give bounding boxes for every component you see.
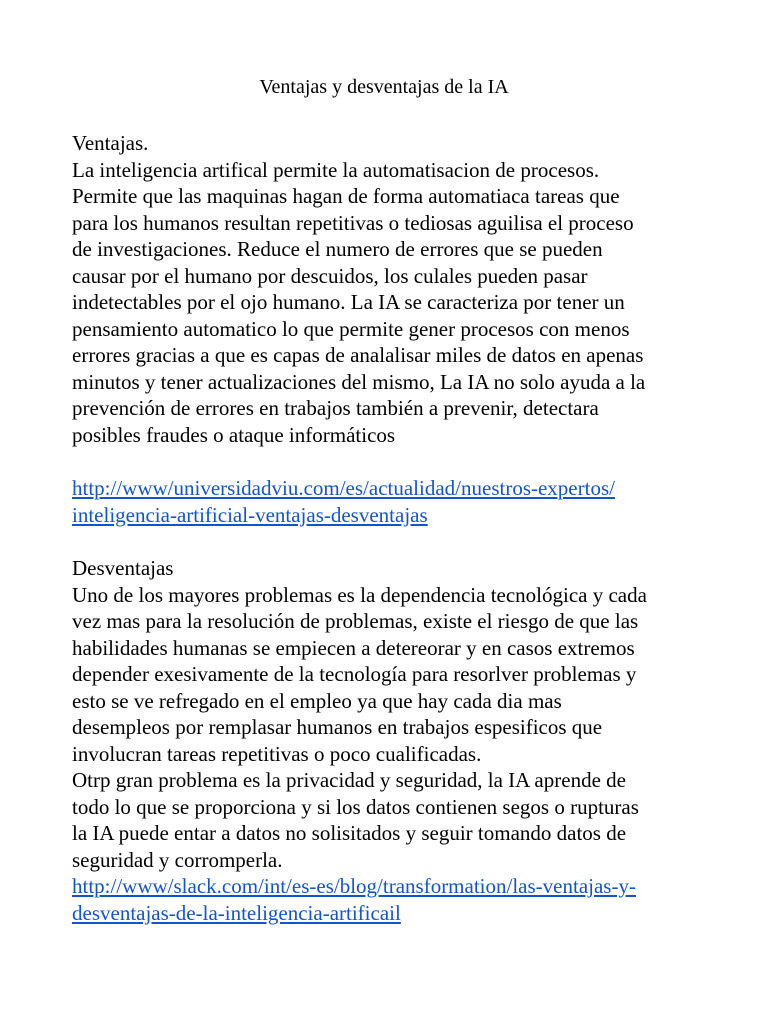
paragraph-line: la IA puede entar a datos no solisitados y seguir tomando datos de	[72, 821, 627, 845]
source-link-ventajas[interactable]	[72, 475, 696, 502]
paragraph-line: de investigaciones. Reduce el numero de errores que se pueden	[72, 237, 603, 261]
paragraph-line: Permite que las maquinas hagan de forma automatiaca tareas que	[72, 184, 620, 208]
paragraph-line: errores gracias a que es capas de analalisar miles de datos en apenas	[72, 343, 644, 367]
source-link-desventajas-line-2[interactable]: desventajas-de-la-inteligencia-artificail	[72, 900, 401, 925]
paragraph-line: prevención de errores en trabajos también a prevenir, detectara	[72, 396, 599, 420]
blank-line	[72, 528, 696, 555]
source-link-desventajas[interactable]	[72, 873, 696, 900]
paragraph-line: vez mas para la resolución de problemas, existe el riesgo de que las	[72, 609, 639, 633]
paragraph-line: Uno de los mayores problemas es la dependencia tecnológica y cada	[72, 582, 647, 607]
paragraph-line: seguridad y corromperla.	[72, 847, 283, 872]
source-link-ventajas-line-1[interactable]: http://www/universidadviu.com/es/actualidad/nuestros-expertos/	[72, 476, 615, 500]
paragraph-line: pensamiento automatico lo que permite gener procesos con menos	[72, 316, 630, 341]
paragraph-line: La inteligencia artifical permite la automatisacion de procesos.	[72, 157, 600, 182]
paragraph-line: todo lo que se proporciona y si los datos contienen segos o rupturas	[72, 794, 639, 819]
paragraph-line: minutos y tener actualizaciones del mismo, La IA no solo ayuda a la	[72, 369, 646, 394]
paragraph-line: depender exesivamente de la tecnología para resorlver problemas y	[72, 662, 637, 686]
blank-line	[72, 103, 696, 130]
source-link-desventajas-continued[interactable]	[72, 900, 696, 927]
document-title: Ventajas y desventajas de la IA	[259, 76, 509, 98]
paragraph-line: para los humanos resultan repetitivas o tediosas aguilisa el proceso	[72, 210, 634, 235]
ventajas-heading: Ventajas.	[72, 131, 149, 155]
source-link-desventajas-line-1[interactable]: http://www/slack.com/int/es-es/blog/transformation/las-ventajas-y-	[72, 874, 636, 898]
paragraph-line: desempleos por remplasar humanos en trabajos espesificos que	[72, 715, 603, 739]
paragraph-line: posibles fraudes o ataque informáticos	[72, 422, 396, 447]
paragraph-line: indetectables por el ojo humano. La IA se caracteriza por tener un	[72, 290, 625, 314]
paragraph-line: Otrp gran problema es la privacidad y seguridad, la IA aprende de	[72, 768, 626, 792]
paragraph-line: involucran tareas repetitivas o poco cualificadas.	[72, 741, 482, 766]
desventajas-section	[72, 555, 696, 926]
paragraph-line: esto se ve refregado en el empleo ya que hay cada dia mas	[72, 688, 562, 713]
desventajas-heading: Desventajas	[72, 556, 174, 580]
source-link-ventajas-continued[interactable]	[72, 502, 696, 529]
paragraph-line: habilidades humanas se empiecen a detereorar y en casos extremos	[72, 635, 635, 660]
source-link-ventajas-line-2[interactable]: inteligencia-artificial-ventajas-desventajas	[72, 502, 428, 527]
blank-line	[72, 448, 696, 475]
ventajas-section	[72, 130, 696, 528]
paragraph-line: causar por el humano por descuidos, los culales pueden pasar	[72, 263, 588, 288]
